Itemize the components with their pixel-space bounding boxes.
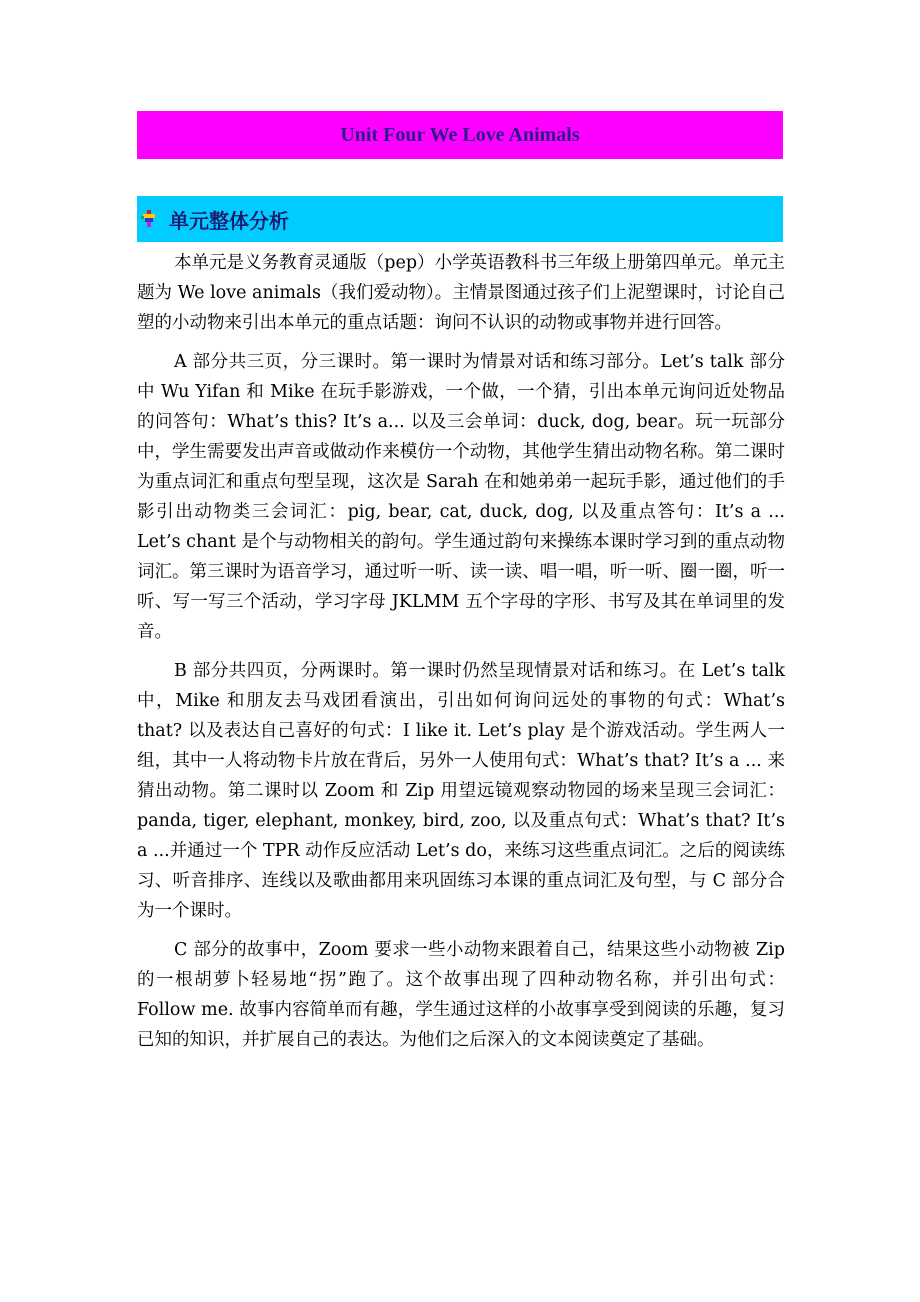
paragraph-part-c: C 部分的故事中，Zoom 要求一些小动物来跟着自己，结果这些小动物被 Zip 的一根胡萝卜轻易地“拐”跑了。这个故事出现了四种动物名称，并引出句式：Follow me. 故事内容简单而有趣，学生通过这样的小故事享受到阅读的乐趣，复习已知的知识，并扩展自己的表达。为他们之后深入的文本阅读奠定了基础。 bbox=[137, 940, 785, 1050]
section-title: 单元整体分析 bbox=[169, 208, 289, 233]
document-title: Unit Four We Love Animals bbox=[340, 123, 580, 146]
bullet-icon bbox=[141, 210, 157, 228]
section-header bbox=[137, 196, 783, 242]
paragraph-part-b: B 部分共四页，分两课时。第一课时仍然呈现情景对话和练习。在 Let’s talk 中，Mike 和朋友去马戏团看演出，引出如何询问远处的事物的句式：What’s that? 以及表达自己喜好的句式：I like it. Let’s play 是个游戏活动。学生两人一组，其中一人将动物卡片放在背后，另外一人使用句式：What’s that? It’s a ... 来猜出动物。第二课时以 Zoom 和 Zip 用望远镜观察动物园的场来呈现三会词汇：panda, tiger, elephant, monkey, bird, zoo, 以及重点句式：What’s that? It’s a ...并通过一个 TPR 动作反应活动 Let’s do，来练习这些重点词汇。之后的阅读练习、听音排序、连线以及歌曲都用来巩固练习本课的重点词汇及句型，与 C 部分合为一个课时。 bbox=[137, 661, 785, 921]
document-body bbox=[137, 248, 785, 1064]
paragraph-intro: 本单元是义务教育灵通版（pep）小学英语教科书三年级上册第四单元。单元主题为 We love animals（我们爱动物）。主情景图通过孩子们上泥塑课时，讨论自己塑的小动物来引出本单元的重点话题：询问不认识的动物或事物并进行回答。 bbox=[137, 253, 785, 333]
paragraph-part-a: A 部分共三页，分三课时。第一课时为情景对话和练习部分。Let’s talk 部分中 Wu Yifan 和 Mike 在玩手影游戏，一个做，一个猜，引出本单元询问近处物品的问答句：What’s this? It’s a... 以及三会单词：duck, dog, bear。玩一玩部分中，学生需要发出声音或做动作来模仿一个动物，其他学生猜出动物名称。第二课时为重点词汇和重点句型呈现，这次是 Sarah 在和她弟弟一起玩手影，通过他们的手影引出动物类三会词汇：pig, bear, cat, duck, dog, 以及重点答句：It’s a ... Let’s chant 是个与动物相关的韵句。学生通过韵句来操练本课时学习到的重点动物词汇。第三课时为语音学习，通过听一听、读一读、唱一唱，听一听、圈一圈，听一听、写一写三个活动，学习字母 JKLMM 五个字母的字形、书写及其在单词里的发音。 bbox=[137, 352, 785, 642]
title-banner bbox=[137, 111, 783, 159]
